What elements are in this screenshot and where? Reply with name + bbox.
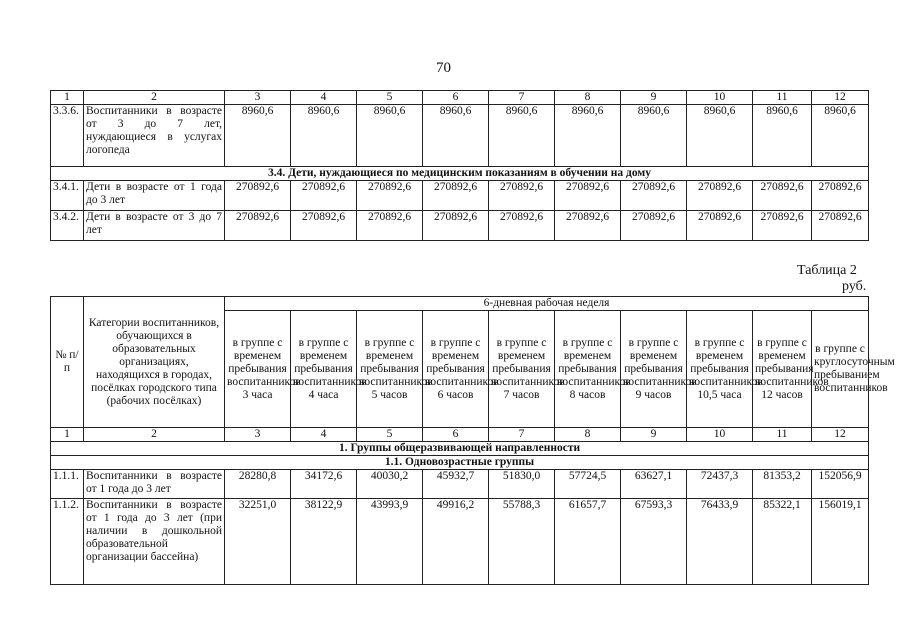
value-cell: 8960,6 (291, 105, 357, 167)
value-cell: 8960,6 (753, 105, 812, 167)
group-header: в группе с временем пребывания воспитанников 8 часов (555, 311, 621, 428)
header-cell: 7 (489, 428, 555, 442)
value-cell: 270892,6 (423, 211, 489, 241)
value-cell: 270892,6 (291, 211, 357, 241)
value-cell: 270892,6 (812, 181, 869, 211)
row-category: Воспитанники в возрасте от 1 года до 3 лет (84, 470, 225, 499)
value-cell: 51830,0 (489, 470, 555, 499)
header-cell: 9 (621, 91, 687, 105)
value-cell: 43993,9 (357, 499, 423, 585)
header-cell: 8 (555, 428, 621, 442)
value-cell: 81353,2 (753, 470, 812, 499)
value-cell: 8960,6 (489, 105, 555, 167)
row-number: 1.1.1. (51, 470, 84, 499)
value-cell: 45932,7 (423, 470, 489, 499)
table-1 (50, 90, 869, 241)
value-cell: 270892,6 (291, 181, 357, 211)
row-number: 1.1.2. (51, 499, 84, 585)
value-cell: 270892,6 (555, 211, 621, 241)
group-header: в группе с временем пребывания воспитанников 6 часов (423, 311, 489, 428)
value-cell: 34172,6 (291, 470, 357, 499)
col-num-header: № п/п (51, 297, 84, 428)
value-cell: 270892,6 (489, 211, 555, 241)
value-cell: 72437,3 (687, 470, 753, 499)
subsection-title: 1.1. Одновозрастные группы (51, 456, 869, 470)
value-cell: 8960,6 (357, 105, 423, 167)
value-cell: 8960,6 (687, 105, 753, 167)
header-cell: 3 (225, 428, 291, 442)
row-number: 3.4.1. (51, 181, 84, 211)
value-cell: 67593,3 (621, 499, 687, 585)
value-cell: 85322,1 (753, 499, 812, 585)
section-row (51, 167, 869, 181)
header-cell: 10 (687, 428, 753, 442)
table-caption: Таблица 2 (797, 263, 857, 278)
value-cell: 49916,2 (423, 499, 489, 585)
value-cell: 270892,6 (812, 211, 869, 241)
table-2-week-row (51, 297, 869, 311)
table-2 (50, 296, 895, 585)
header-cell: 7 (489, 91, 555, 105)
value-cell: 152056,9 (812, 470, 869, 499)
value-cell: 270892,6 (225, 181, 291, 211)
header-cell: 8 (555, 91, 621, 105)
row-number: 3.3.6. (51, 105, 84, 167)
value-cell: 8960,6 (621, 105, 687, 167)
group-header: в группе с временем пребывания воспитанников 10,5 часа (687, 311, 753, 428)
value-cell: 76433,9 (687, 499, 753, 585)
header-cell: 12 (812, 91, 869, 105)
value-cell: 32251,0 (225, 499, 291, 585)
value-cell: 8960,6 (555, 105, 621, 167)
value-cell: 63627,1 (621, 470, 687, 499)
value-cell: 270892,6 (687, 181, 753, 211)
section-row (51, 456, 869, 470)
value-cell: 8960,6 (225, 105, 291, 167)
group-header: в группе с временем пребывания воспитанников 12 часов (753, 311, 812, 428)
section-title: 3.4. Дети, нуждающиеся по медицинским показаниям в обучении на дому (51, 167, 869, 181)
group-header: в группе с временем пребывания воспитанников 9 часов (621, 311, 687, 428)
section-row (51, 442, 869, 456)
value-cell: 270892,6 (225, 211, 291, 241)
table-1-header-row (51, 91, 869, 105)
value-cell: 270892,6 (687, 211, 753, 241)
group-header: в группе с временем пребывания воспитанников 5 часов (357, 311, 423, 428)
value-cell: 61657,7 (555, 499, 621, 585)
table-row (51, 499, 869, 585)
header-cell: 11 (753, 428, 812, 442)
value-cell: 270892,6 (621, 211, 687, 241)
value-cell: 28280,8 (225, 470, 291, 499)
section-title: 1. Группы общеразвивающей направленности (51, 442, 869, 456)
header-cell: 1 (51, 428, 84, 442)
table-row (51, 105, 869, 167)
group-header: в группе с круглосуточным пребыванием воспитанников (812, 311, 869, 428)
header-cell: 9 (621, 428, 687, 442)
value-cell: 270892,6 (357, 181, 423, 211)
table-2-header-row (51, 428, 869, 442)
value-cell: 55788,3 (489, 499, 555, 585)
value-cell: 57724,5 (555, 470, 621, 499)
value-cell: 40030,2 (357, 470, 423, 499)
table-unit: руб. (842, 279, 867, 294)
header-cell: 12 (812, 428, 869, 442)
group-header: в группе с временем пребывания воспитанников 4 часа (291, 311, 357, 428)
row-category: Дети в возрасте от 3 до 7 лет (84, 211, 225, 241)
table-row (51, 470, 869, 499)
value-cell: 270892,6 (753, 211, 812, 241)
value-cell: 270892,6 (555, 181, 621, 211)
value-cell: 38122,9 (291, 499, 357, 585)
row-category: Воспитанники в возрасте от 3 до 7 лет, нуждающиеся в услугах логопеда (84, 105, 225, 167)
header-cell: 5 (357, 428, 423, 442)
table-row (51, 181, 869, 211)
header-cell: 4 (291, 428, 357, 442)
group-header: в группе с временем пребывания воспитанников 3 часа (225, 311, 291, 428)
row-category: Дети в возрасте от 1 года до 3 лет (84, 181, 225, 211)
col-category-header: Категории воспитанников, обучающихся в образовательных организациях, находящихся в городах, посёлках городского типа (рабочих посёлках) (84, 297, 225, 428)
header-cell: 3 (225, 91, 291, 105)
header-cell: 4 (291, 91, 357, 105)
value-cell: 270892,6 (489, 181, 555, 211)
header-cell: 10 (687, 91, 753, 105)
value-cell: 270892,6 (621, 181, 687, 211)
header-cell: 6 (423, 428, 489, 442)
week-header: 6-дневная рабочая неделя (225, 297, 869, 311)
row-category: Воспитанники в возрасте от 1 года до 3 лет (при наличии в дошкольной образовательной организации бассейна) (84, 499, 225, 585)
value-cell: 270892,6 (423, 181, 489, 211)
group-header: в группе с временем пребывания воспитанников 7 часов (489, 311, 555, 428)
header-cell: 2 (84, 428, 225, 442)
header-cell: 5 (357, 91, 423, 105)
value-cell: 270892,6 (753, 181, 812, 211)
value-cell: 270892,6 (357, 211, 423, 241)
table-row (51, 211, 869, 241)
value-cell: 156019,1 (812, 499, 869, 585)
value-cell: 8960,6 (812, 105, 869, 167)
header-cell: 6 (423, 91, 489, 105)
header-cell: 11 (753, 91, 812, 105)
value-cell: 8960,6 (423, 105, 489, 167)
row-number: 3.4.2. (51, 211, 84, 241)
header-cell: 1 (51, 91, 84, 105)
header-cell: 2 (84, 91, 225, 105)
page-number: 70 (436, 60, 451, 76)
